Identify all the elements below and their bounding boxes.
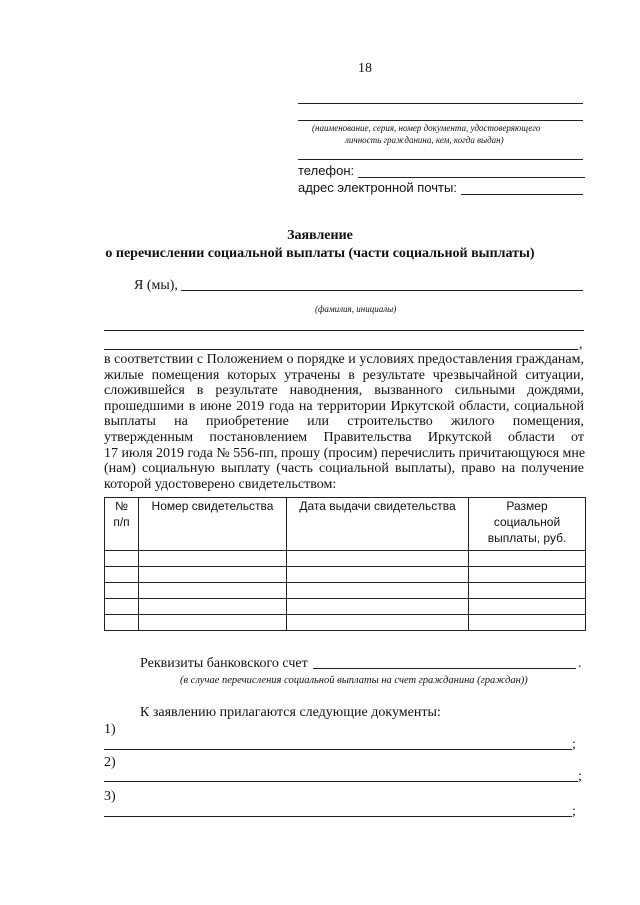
applicant-label: Я (мы),	[134, 278, 178, 293]
table-cell[interactable]	[287, 551, 469, 567]
table-cell[interactable]	[105, 551, 139, 567]
table-row	[105, 615, 586, 631]
attachment-end-1: ;	[572, 737, 576, 752]
table-row	[105, 599, 586, 615]
column-number-header	[105, 498, 139, 551]
table-cell[interactable]	[105, 615, 139, 631]
certificate-table	[104, 497, 586, 631]
body-paragraph	[104, 352, 584, 492]
column-amount-header	[469, 498, 586, 551]
column-issue-date-header	[287, 498, 469, 551]
body-line: (нам) социальную выплату (часть социальной выплаты), право на получение	[104, 461, 584, 477]
table-row	[105, 551, 586, 567]
table-cell[interactable]	[287, 567, 469, 583]
table-cell[interactable]	[287, 583, 469, 599]
phone-label: телефон:	[298, 163, 355, 178]
document-subtitle: о перечислении социальной выплаты (части социальной выплаты)	[105, 246, 535, 261]
email-field[interactable]	[461, 194, 583, 195]
table-cell[interactable]	[139, 599, 287, 615]
applicant-name-field[interactable]	[181, 290, 583, 291]
body-line: которой удостоверено свидетельством:	[104, 476, 337, 492]
document-note-1: (наименование, серия, номер документа, удостоверяющего	[312, 123, 541, 133]
body-line: выплаты на приобретение или строительство жилого помещения,	[104, 414, 584, 430]
page-number: 18	[358, 61, 372, 76]
applicant-name-note: (фамилия, инициалы)	[315, 304, 397, 314]
table-cell[interactable]	[139, 567, 287, 583]
table-cell[interactable]	[469, 567, 586, 583]
table-cell[interactable]	[105, 567, 139, 583]
table-header-row	[105, 498, 586, 551]
attachments-intro: К заявлению прилагаются следующие документы:	[140, 705, 441, 720]
table-cell[interactable]	[287, 615, 469, 631]
bank-account-field[interactable]	[313, 668, 576, 669]
table-cell[interactable]	[139, 583, 287, 599]
attachment-number-3: 3)	[104, 789, 116, 804]
column-amount-label: Размер социальной выплаты, руб.	[487, 499, 567, 545]
applicant-line-2[interactable]	[104, 330, 584, 331]
bank-note: (в случае перечисления социальной выплаты на счет гражданина (граждан))	[180, 675, 528, 686]
applicant-line-3[interactable]	[104, 349, 578, 350]
table-cell[interactable]	[139, 551, 287, 567]
document-line-1[interactable]	[298, 103, 583, 104]
attachment-number-1: 1)	[104, 722, 116, 737]
column-number-label: № п/п	[113, 499, 130, 529]
bank-line-end: .	[578, 656, 582, 671]
body-line: утвержденным постановлением Правительства Иркутской области от	[104, 429, 584, 445]
body-line: прошедшими в июне 2019 года на территории Иркутской области, социальной	[104, 398, 584, 414]
attachment-field-1[interactable]	[104, 749, 572, 750]
table-cell[interactable]	[469, 599, 586, 615]
table-cell[interactable]	[469, 583, 586, 599]
table-row	[105, 583, 586, 599]
table-cell[interactable]	[139, 615, 287, 631]
column-issue-date-label: Дата выдачи свидетельства	[299, 499, 456, 513]
body-line: 17 июля 2019 года № 556-пп, прошу (просим) перечислить причитающуюся мне	[104, 445, 586, 461]
document-line-2[interactable]	[298, 120, 583, 121]
attachment-end-2: ;	[578, 769, 582, 784]
table-cell[interactable]	[287, 599, 469, 615]
column-certificate-number-label: Номер свидетельства	[151, 499, 274, 513]
table-cell[interactable]	[469, 615, 586, 631]
attachment-end-3: ;	[572, 804, 576, 819]
body-line: жилые помещения которых утрачены в результате чрезвычайной ситуации,	[104, 367, 584, 383]
document-line-3[interactable]	[298, 159, 583, 160]
applicant-line-end: ,	[579, 337, 583, 352]
body-line: сложившейся в результате наводнения, вызванного сильными дождями,	[104, 383, 584, 399]
attachment-number-2: 2)	[104, 755, 116, 770]
document-title: Заявление	[287, 228, 353, 243]
email-label: адрес электронной почты:	[298, 180, 457, 195]
document-note-2: личность гражданина, кем, когда выдан)	[345, 135, 504, 145]
table-cell[interactable]	[469, 551, 586, 567]
table-row	[105, 567, 586, 583]
attachment-field-3[interactable]	[104, 816, 572, 817]
attachment-field-2[interactable]	[104, 781, 578, 782]
column-certificate-number-header	[139, 498, 287, 551]
table-cell[interactable]	[105, 599, 139, 615]
bank-label: Реквизиты банковского счет	[140, 656, 308, 671]
phone-field[interactable]	[358, 177, 585, 178]
body-line: в соответствии с Положением о порядке и условиях предоставления гражданам,	[104, 352, 584, 367]
table-cell[interactable]	[105, 583, 139, 599]
